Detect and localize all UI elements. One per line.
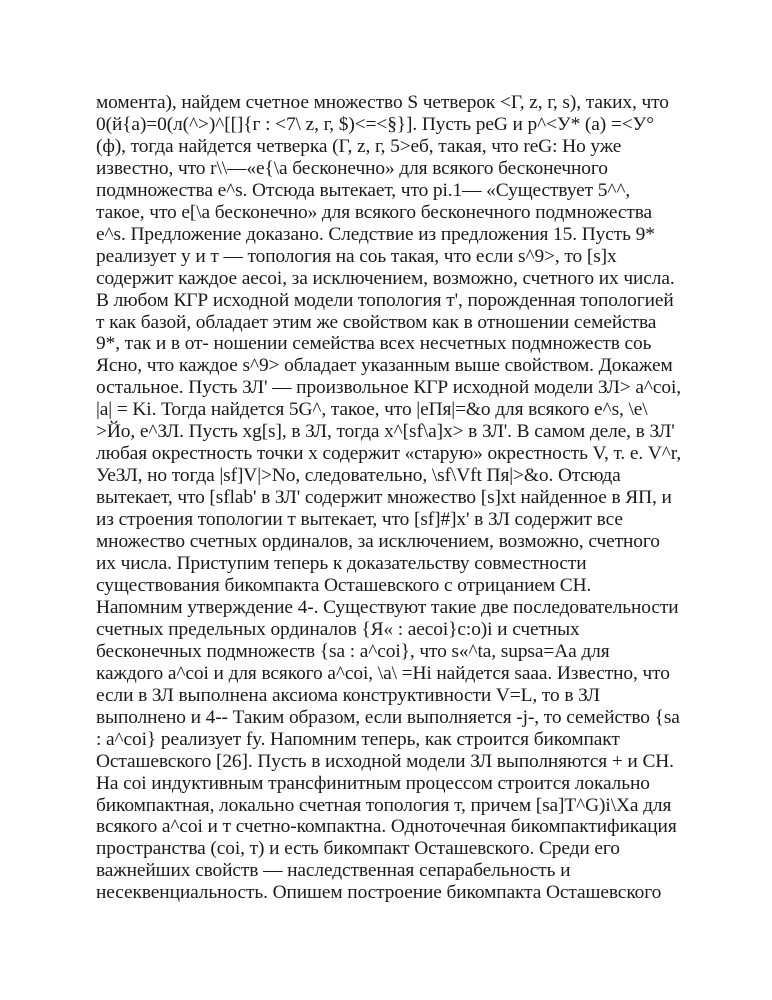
text-line: известно, что r\\—«е{\a бесконечно» для всякого бесконечного xyxy=(96,157,608,179)
text-line: важнейших свойств — наследственная сепарабельность и xyxy=(96,860,571,882)
text-line: любая окрестность точки x содержит «старую» окрестность V, т. е. V^r, xyxy=(96,443,682,465)
text-line: подмножества e^s. Отсюда вытекает, что pi.1— «Существует 5^^, xyxy=(96,179,631,201)
text-line: выполнено и 4-- Таким образом, если выполняется -j-, то семейство {sa xyxy=(96,706,680,728)
body-text xyxy=(96,92,696,904)
text-line: >Йо, e^ЗЛ. Пусть xg[s], в ЗЛ, тогда x^[sf\a]x> в ЗЛ'. В самом деле, в ЗЛ' xyxy=(96,421,675,443)
text-line: несеквенциальность. Опишем построение бикомпакта Осташевского xyxy=(96,882,662,904)
text-line: На coi индуктивным трансфинитным процессом строится локально xyxy=(96,772,650,794)
text-line: каждого a^coi и для всякого a^coi, \a\ =Hi найдется saaa. Известно, что xyxy=(96,662,670,684)
text-line: такое, что e[\a бесконечно» для всякого бесконечного подмножества xyxy=(96,201,653,223)
text-line: счетных предельных ординалов {Я« : aecoi}c:o)i и счетных xyxy=(96,618,580,640)
text-line: (ф), тогда найдется четверка (Г, z, г, 5>еб, такая, что reG: Но уже xyxy=(96,135,622,157)
text-line: Осташевского [26]. Пусть в исходной модели ЗЛ выполняются + и СН. xyxy=(96,750,674,772)
text-line: Напомним утверждение 4-. Существуют такие две последовательности xyxy=(96,596,679,618)
text-line: т как базой, обладает этим же свойством как в отношении семейства xyxy=(96,311,657,333)
text-line: их числа. Приступим теперь к доказательству совместности xyxy=(96,553,587,575)
text-line: всякого a^coi и т счетно-компактна. Одноточечная бикомпактификация xyxy=(96,816,677,838)
text-line: содержит каждое aecoi, за исключением, возможно, счетного их числа. xyxy=(96,267,675,289)
text-line: 9*, так и в от- ношении семейства всех несчетных подмножеств соь xyxy=(96,333,652,355)
text-line: УеЗЛ, но тогда |sf]V|>No, следовательно, \sf\Vft Пя|>&о. Отсюда xyxy=(96,465,621,487)
text-line: множество счетных ординалов, за исключением, возможно, счетного xyxy=(96,531,660,553)
text-line: пространства (coi, т) и есть бикомпакт Осташевского. Среди его xyxy=(96,838,620,860)
text-line: 0(й{а)=0(л(^>)^[[]{г : <7\ z, г, $)<=<§}]. Пусть peG и p^<У* (a) =<У° xyxy=(96,113,654,135)
text-line: остальное. Пусть ЗЛ' — произвольное КГР исходной модели ЗЛ> a^coi, xyxy=(96,377,681,399)
text-line: В любом КГР исходной модели топология т', порожденная топологией xyxy=(96,289,674,311)
text-line: Ясно, что каждое s^9> обладает указанным выше свойством. Докажем xyxy=(96,355,673,377)
text-line: e^s. Предложение доказано. Следствие из предложения 15. Пусть 9* xyxy=(96,223,655,245)
text-line: существования бикомпакта Осташевского с отрицанием СН. xyxy=(96,574,592,596)
text-line: бикомпактная, локально счетная топология т, причем [sa]T^G)i\Xa для xyxy=(96,794,672,816)
text-line: если в ЗЛ выполнена аксиома конструктивности V=L, то в ЗЛ xyxy=(96,684,600,706)
text-line: бесконечных подмножеств {sa : a^coi}, что s«^ta, supsa=Aa для xyxy=(96,640,610,662)
text-line: вытекает, что [sflab' в ЗЛ' содержит множество [s]xt найденное в ЯП, и xyxy=(96,487,672,509)
text-line: : a^coi} реализует fy. Напомним теперь, как строится бикомпакт xyxy=(96,728,620,750)
text-line: |a| = Ki. Тогда найдется 5G^, такое, что |еПя|=&о для всякого e^s, \e\ xyxy=(96,399,648,421)
text-line: момента), найдем счетное множество S четверок <Г, z, г, s), таких, что xyxy=(96,92,669,113)
text-line: реализует у и т — топология на соь такая, что если s^9>, то [s]x xyxy=(96,245,617,267)
text-line: из строения топологии т вытекает, что [sf]#]x' в ЗЛ содержит все xyxy=(96,509,623,531)
